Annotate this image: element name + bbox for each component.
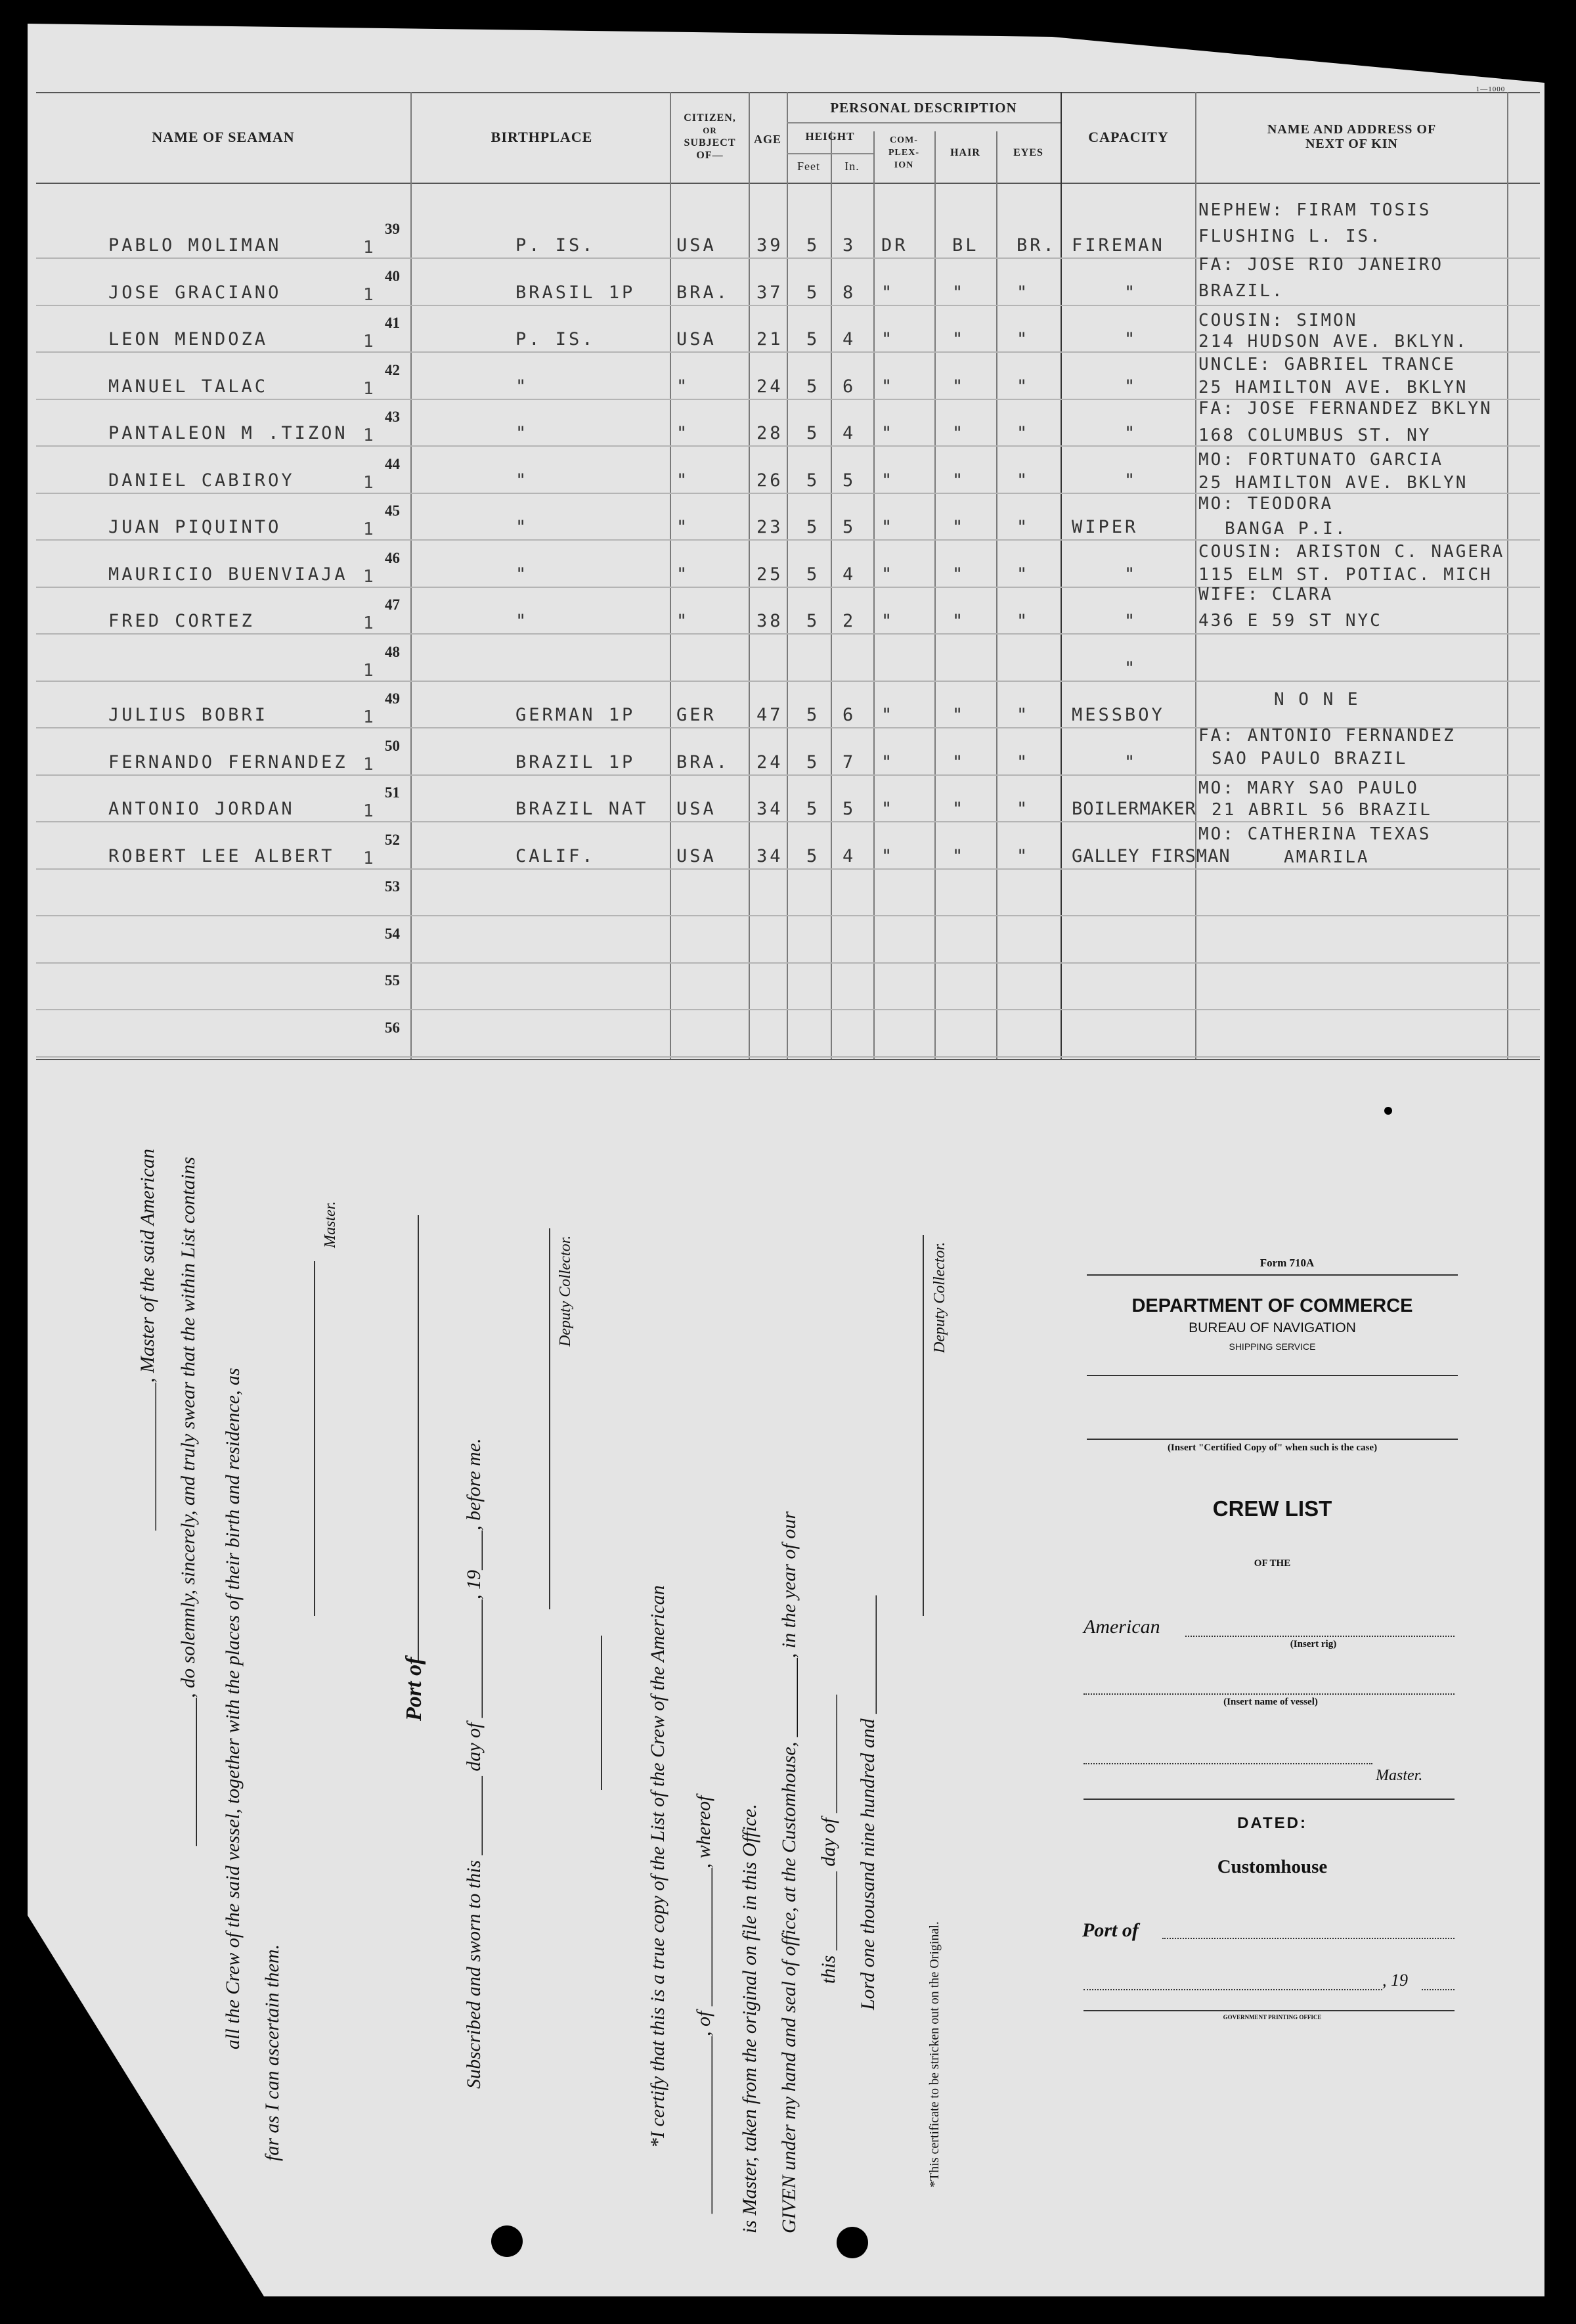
kin-line: 25 HAMILTON AVE. BKLYN: [1198, 378, 1468, 397]
cell-age: 47: [756, 705, 783, 725]
cell-age: 21: [756, 329, 783, 349]
row-number: 39: [385, 221, 400, 237]
dated-label: DATED:: [1237, 1814, 1307, 1832]
cell-complexion: DR: [881, 235, 908, 256]
cell-inches: 6: [843, 376, 856, 397]
cell-age: 24: [756, 751, 783, 772]
oath-line-1: _______________, Master of the said American: [137, 1148, 158, 1531]
citizen-label: OF—: [696, 150, 724, 161]
cell-complexion: ": [881, 282, 895, 303]
cell-inches: 5: [843, 799, 856, 819]
certificate-line-1: *I certify that this is a true copy of the List of the Crew of the American: [647, 1585, 668, 2148]
citizen-label: OR: [703, 125, 717, 135]
cell-citizen: ": [676, 423, 690, 443]
cell-birthplace: BRAZIL 1P: [515, 751, 636, 772]
cell-feet: 5: [806, 282, 820, 303]
row-rule: [36, 1056, 1540, 1058]
cell-one: 1: [363, 284, 374, 305]
col-citizen: [671, 112, 749, 162]
cell-inches: 4: [843, 329, 856, 349]
row-rule: [36, 681, 1540, 682]
complexion-label: ION: [894, 160, 914, 170]
form-rule: [1087, 1375, 1458, 1376]
cell-feet: 5: [806, 423, 820, 443]
row-number: 50: [385, 737, 400, 754]
cell-name: JOSE GRACIANO: [108, 282, 282, 303]
cell-complexion: ": [881, 470, 895, 491]
kin-line: 21 ABRIL 56 BRAZIL: [1212, 800, 1432, 820]
oath-line-2: _______________, do solemnly, sincerely, and truly swear that the within List contains: [177, 1157, 199, 1846]
american-label: American: [1084, 1616, 1160, 1638]
cell-complexion: ": [881, 611, 895, 631]
cell-citizen: BRA.: [676, 751, 730, 772]
height-rule: [787, 153, 873, 154]
kin-line: WIFE: CLARA: [1198, 585, 1334, 604]
cell-capacity: WIPER: [1072, 517, 1139, 537]
form-rule: [1084, 2010, 1455, 2011]
col-age: AGE: [753, 133, 781, 146]
cell-citizen: ": [676, 376, 690, 397]
cell-age: 37: [756, 282, 783, 303]
port-line: [418, 1215, 419, 1662]
divider-mark: [601, 1636, 602, 1790]
col-birthplace: BIRTHPLACE: [491, 129, 593, 145]
kin-line: NEPHEW: FIRAM TOSIS: [1198, 200, 1432, 220]
cell-one: 1: [363, 848, 374, 868]
cell-eyes: ": [1017, 376, 1030, 397]
cell-inches: 4: [843, 845, 856, 866]
cell-birthplace: ": [515, 564, 529, 585]
kin-line: 168 COLUMBUS ST. NY: [1198, 426, 1432, 445]
row-rule: [36, 445, 1540, 447]
cell-one: 1: [363, 801, 374, 821]
cell-feet: 5: [806, 329, 820, 349]
kin-line: 436 E 59 ST NYC: [1198, 611, 1382, 631]
complexion-label: PLEX-: [888, 148, 919, 158]
cell-capacity: BOILERMAKER: [1072, 799, 1196, 819]
printer-note: GOVERNMENT PRINTING OFFICE: [1223, 2014, 1322, 2021]
cell-name: PABLO MOLIMAN: [108, 235, 282, 256]
certificate-deputy-collector: Deputy Collector.: [931, 1241, 948, 1353]
row-number: 53: [385, 878, 400, 895]
cell-citizen: USA: [676, 235, 716, 256]
cell-hair: ": [952, 705, 966, 725]
col-divider: [670, 92, 671, 1059]
certificate-line-6: Lord one thousand nine hundred and ____________: [857, 1595, 879, 2010]
cell-name: ROBERT LEE ALBERT: [108, 845, 335, 866]
cell-birthplace: CALIF.: [515, 845, 596, 866]
row-number: 54: [385, 925, 400, 942]
citizen-label: SUBJECT: [684, 137, 736, 148]
cell-birthplace: P. IS.: [515, 235, 596, 256]
deputy-signature-line: [549, 1228, 550, 1609]
row-number: 52: [385, 831, 400, 848]
kin-line: AMARILA: [1284, 847, 1370, 867]
col-complexion: [873, 134, 934, 171]
service-title: SHIPPING SERVICE: [1229, 1341, 1316, 1352]
cell-one: 1: [363, 754, 374, 774]
cell-complexion: ": [881, 517, 895, 537]
kin-line: FLUSHING L. IS.: [1198, 227, 1382, 246]
cell-feet: 5: [806, 376, 820, 397]
cell-inches: 3: [843, 235, 856, 256]
master-line: [1084, 1763, 1372, 1764]
row-number: 55: [385, 972, 400, 989]
table-bottom-rule: [36, 1059, 1540, 1060]
master-label: Master.: [1376, 1767, 1423, 1784]
col-divider: [749, 92, 750, 1059]
rig-line: [1185, 1636, 1455, 1637]
cell-feet: 5: [806, 235, 820, 256]
cell-hair: ": [952, 376, 966, 397]
kin-line: FA: JOSE FERNANDEZ BKLYN: [1198, 399, 1493, 418]
cell-complexion: ": [881, 751, 895, 772]
cell-name: DANIEL CABIROY: [108, 470, 295, 491]
cell-complexion: ": [881, 705, 895, 725]
cell-hair: ": [952, 470, 966, 491]
cell-name: ANTONIO JORDAN: [108, 799, 295, 819]
cell-name: FRED CORTEZ: [108, 611, 255, 631]
cell-citizen: GER: [676, 705, 716, 725]
kin-line: 214 HUDSON AVE. BKLYN.: [1198, 332, 1468, 351]
cell-hair: ": [952, 564, 966, 585]
kin-line: SAO PAULO BRAZIL: [1212, 749, 1408, 769]
cell-eyes: ": [1017, 564, 1030, 585]
row-number: 48: [385, 643, 400, 660]
kin-line: MO: TEODORA: [1198, 494, 1334, 514]
cell-one: 1: [363, 707, 374, 727]
row-number: 41: [385, 315, 400, 331]
cell-capacity: ": [1124, 611, 1138, 631]
col-divider: [410, 92, 412, 1059]
cell-hair: ": [952, 517, 966, 537]
cell-capacity: ": [1124, 282, 1138, 303]
col-divider: [873, 131, 875, 1059]
citizen-label: CITIZEN,: [684, 112, 736, 123]
oath-line-3: all the Crew of the said vessel, together with the places of their birth and residence, as: [222, 1368, 244, 2049]
row-rule: [36, 821, 1540, 822]
date-line: [1084, 1989, 1382, 1990]
cell-hair: ": [952, 423, 966, 443]
cell-birthplace: P. IS.: [515, 329, 596, 349]
certificate-line-2: __________________, of ______________, whereof: [693, 1795, 714, 2214]
cell-complexion: ": [881, 329, 895, 349]
cell-feet: 5: [806, 751, 820, 772]
kin-line: 115 ELM ST. POTIAC. MICH: [1198, 565, 1493, 585]
cell-eyes: ": [1017, 845, 1030, 866]
certified-copy-line: [1087, 1439, 1458, 1440]
form-code: 1—1000: [1476, 85, 1506, 93]
col-eyes: EYES: [1013, 147, 1043, 158]
col-hair: HAIR: [950, 147, 980, 158]
cell-name: LEON MENDOZA: [108, 329, 269, 349]
cell-eyes: ": [1017, 611, 1030, 631]
cell-citizen: ": [676, 470, 690, 491]
row-rule: [36, 962, 1540, 964]
cell-eyes: ": [1017, 705, 1030, 725]
customhouse-label: Customhouse: [1217, 1856, 1328, 1877]
col-name-of-seaman: NAME OF SEAMAN: [152, 129, 295, 145]
cell-inches: 6: [843, 705, 856, 725]
cell-name: FERNANDO FERNANDEZ: [108, 751, 348, 772]
row-rule: [36, 774, 1540, 776]
bureau-title: BUREAU OF NAVIGATION: [1189, 1320, 1356, 1335]
cell-age: 28: [756, 423, 783, 443]
cell-name: JULIUS BOBRI: [108, 705, 269, 725]
row-rule: [36, 1009, 1540, 1010]
port-line: [1162, 1938, 1455, 1939]
row-number: 56: [385, 1019, 400, 1036]
complexion-label: COM-: [890, 135, 918, 145]
cell-birthplace: ": [515, 470, 529, 491]
cell-name: JUAN PIQUINTO: [108, 517, 282, 537]
department-title: DEPARTMENT OF COMMERCE: [1131, 1295, 1413, 1316]
cell-one: 1: [363, 426, 374, 445]
cell-birthplace: BRASIL 1P: [515, 282, 636, 303]
cell-age: 24: [756, 376, 783, 397]
row-number: 43: [385, 409, 400, 425]
cell-complexion: ": [881, 799, 895, 819]
cell-capacity: MESSBOY: [1072, 705, 1165, 725]
deputy-signature-line-2: [923, 1235, 924, 1616]
cell-citizen: USA: [676, 799, 716, 819]
cell-hair: BL: [952, 235, 979, 256]
kin-line: FA: JOSE RIO JANEIRO: [1198, 255, 1444, 275]
certificate-line-5: this ________ day of ____________: [818, 1695, 839, 1984]
cell-eyes: ": [1017, 751, 1030, 772]
row-rule: [36, 539, 1540, 541]
cell-complexion: ": [881, 423, 895, 443]
cell-one: 1: [363, 520, 374, 539]
cell-one: 1: [363, 378, 374, 399]
cell-citizen: BRA.: [676, 282, 730, 303]
cell-one: 1: [363, 614, 374, 633]
kin-label: NAME AND ADDRESS OF: [1267, 122, 1437, 137]
cell-inches: 2: [843, 611, 856, 631]
certificate-footnote: *This certificate to be stricken out on the Original.: [927, 1921, 942, 2187]
cell-eyes: ": [1017, 282, 1030, 303]
col-divider: [787, 92, 788, 1059]
kin-line: MO: MARY SAO PAULO: [1198, 778, 1419, 798]
cell-one: 1: [363, 472, 374, 493]
cell-age: 38: [756, 611, 783, 631]
cell-birthplace: ": [515, 376, 529, 397]
cell-age: 26: [756, 470, 783, 491]
cell-name: PANTALEON M .TIZON: [108, 423, 348, 443]
personal-desc-rule: [787, 122, 1061, 123]
cell-eyes: ": [1017, 423, 1030, 443]
cell-age: 25: [756, 564, 783, 585]
row-number: 47: [385, 596, 400, 613]
cell-complexion: ": [881, 376, 895, 397]
row-number: 49: [385, 690, 400, 707]
col-capacity: CAPACITY: [1088, 129, 1169, 145]
cell-eyes: ": [1017, 799, 1030, 819]
cell-capacity: GALLEY FIRSMAN: [1072, 845, 1231, 866]
cell-feet: 5: [806, 564, 820, 585]
kin-line: COUSIN: ARISTON C. NAGERA: [1198, 542, 1505, 562]
cell-inches: 5: [843, 470, 856, 491]
kin-line: N O N E: [1274, 690, 1360, 709]
kin-line: MO: CATHERINA TEXAS: [1198, 824, 1432, 844]
row-number: 51: [385, 784, 400, 801]
cell-citizen: USA: [676, 845, 716, 866]
cell-inches: 4: [843, 564, 856, 585]
col-divider: [1507, 92, 1508, 1059]
port-of-label: Port of: [1082, 1919, 1139, 1941]
row-number: 40: [385, 267, 400, 284]
oath-port-label: Port of: [402, 1657, 426, 1721]
header-top-rule: [36, 92, 1540, 93]
cell-capacity: ": [1124, 423, 1138, 443]
row-number: 45: [385, 503, 400, 519]
cell-age: 39: [756, 235, 783, 256]
cell-capacity: ": [1124, 470, 1138, 491]
col-divider: [934, 131, 936, 1059]
ink-speck: [1384, 1107, 1392, 1115]
kin-line: MO: FORTUNATO GARCIA: [1198, 450, 1444, 470]
cell-capacity: ": [1124, 376, 1138, 397]
kin-line: BANGA P.I.: [1225, 519, 1347, 539]
cell-feet: 5: [806, 611, 820, 631]
cell-inches: 4: [843, 423, 856, 443]
vessel-line: [1084, 1693, 1455, 1695]
certificate-line-3: is Master, taken from the original on file in this Office.: [739, 1804, 760, 2233]
cell-inches: 5: [843, 517, 856, 537]
master-signature-line: [314, 1261, 315, 1616]
col-divider: [1061, 92, 1062, 1059]
cell-citizen: USA: [676, 329, 716, 349]
cell-feet: 5: [806, 470, 820, 491]
cell-one: 1: [363, 566, 374, 587]
cell-eyes: ": [1017, 517, 1030, 537]
cell-birthplace: ": [515, 423, 529, 443]
cell-birthplace: ": [515, 517, 529, 537]
cell-birthplace: BRAZIL NAT: [515, 799, 649, 819]
cell-birthplace: GERMAN 1P: [515, 705, 636, 725]
cell-hair: ": [952, 282, 966, 303]
cell-citizen: ": [676, 564, 690, 585]
of-the-label: OF THE: [1254, 1558, 1291, 1569]
cell-inches: 8: [843, 282, 856, 303]
row-number: 44: [385, 455, 400, 472]
col-divider: [831, 131, 832, 1059]
cell-name: MANUEL TALAC: [108, 376, 269, 397]
cell-feet: 5: [806, 845, 820, 866]
col-inches: In.: [844, 160, 860, 173]
form-rule: [1087, 1274, 1458, 1276]
year-line: [1422, 1989, 1455, 1990]
cell-hair: ": [952, 329, 966, 349]
cell-feet: 5: [806, 517, 820, 537]
insert-vessel-note: (Insert name of vessel): [1223, 1697, 1318, 1707]
col-next-of-kin: [1196, 122, 1507, 151]
cell-name: MAURICIO BUENVIAJA: [108, 564, 348, 585]
cell-capacity: ": [1124, 564, 1138, 585]
row-rule: [36, 915, 1540, 916]
col-divider: [996, 131, 997, 1059]
cell-age: 34: [756, 845, 783, 866]
cell-inches: 7: [843, 751, 856, 772]
cell-feet: 5: [806, 705, 820, 725]
cell-hair: ": [952, 751, 966, 772]
oath-subscribed: Subscribed and sworn to this ________ day of ____________, 19____, before me.: [463, 1438, 485, 2089]
kin-line: UNCLE: GABRIEL TRANCE: [1198, 355, 1456, 374]
cell-hair: ": [952, 845, 966, 866]
col-height: HEIGHT: [805, 130, 855, 143]
cell-capacity: ": [1124, 658, 1138, 679]
punch-hole: [837, 2227, 868, 2258]
cell-capacity: ": [1124, 751, 1138, 772]
cell-complexion: ": [881, 845, 895, 866]
cell-hair: ": [952, 611, 966, 631]
row-number: 46: [385, 549, 400, 566]
insert-certified-note: (Insert "Certified Copy of" when such is the case): [1167, 1442, 1378, 1453]
row-number: 42: [385, 361, 400, 378]
cell-one: 1: [363, 660, 374, 681]
oath-line-4: far as I can ascertain them.: [261, 1944, 283, 2161]
col-divider: [1195, 92, 1196, 1059]
kin-line: 25 HAMILTON AVE. BKLYN: [1198, 473, 1468, 493]
form-number: Form 710A: [1259, 1257, 1315, 1269]
col-personal-description: PERSONAL DESCRIPTION: [830, 100, 1017, 116]
cell-citizen: ": [676, 611, 690, 631]
kin-line: BRAZIL.: [1198, 281, 1284, 301]
crew-list-title: CREW LIST: [1212, 1496, 1332, 1521]
cell-hair: ": [952, 799, 966, 819]
cell-eyes: BR.: [1017, 235, 1057, 256]
cell-birthplace: ": [515, 611, 529, 631]
oath-master-label: Master.: [322, 1201, 339, 1248]
cell-capacity: FIREMAN: [1072, 235, 1165, 256]
insert-rig-note: (Insert rig): [1290, 1639, 1337, 1649]
cell-feet: 5: [806, 799, 820, 819]
row-rule: [36, 305, 1540, 306]
row-rule: [36, 351, 1540, 353]
cell-eyes: ": [1017, 329, 1030, 349]
header-bottom-rule: [36, 183, 1540, 184]
kin-line: FA: ANTONIO FERNANDEZ: [1198, 726, 1456, 746]
row-rule: [36, 633, 1540, 635]
cell-capacity: ": [1124, 329, 1138, 349]
cell-one: 1: [363, 238, 374, 257]
oath-deputy-collector: Deputy Collector.: [557, 1235, 574, 1347]
col-feet: Feet: [797, 160, 820, 173]
certificate-line-4: GIVEN under my hand and seal of office, at the Customhouse, ________, in the year of our: [778, 1511, 800, 2233]
kin-line: COUSIN: SIMON: [1198, 311, 1358, 330]
cell-age: 23: [756, 517, 783, 537]
year-label: , 19: [1382, 1971, 1408, 1990]
row-rule: [36, 868, 1540, 870]
cell-age: 34: [756, 799, 783, 819]
cell-citizen: ": [676, 517, 690, 537]
form-rule: [1084, 1799, 1455, 1800]
punch-hole: [491, 2225, 523, 2257]
cell-one: 1: [363, 332, 374, 351]
kin-label: NEXT OF KIN: [1305, 137, 1399, 151]
cell-eyes: ": [1017, 470, 1030, 491]
cell-complexion: ": [881, 564, 895, 585]
